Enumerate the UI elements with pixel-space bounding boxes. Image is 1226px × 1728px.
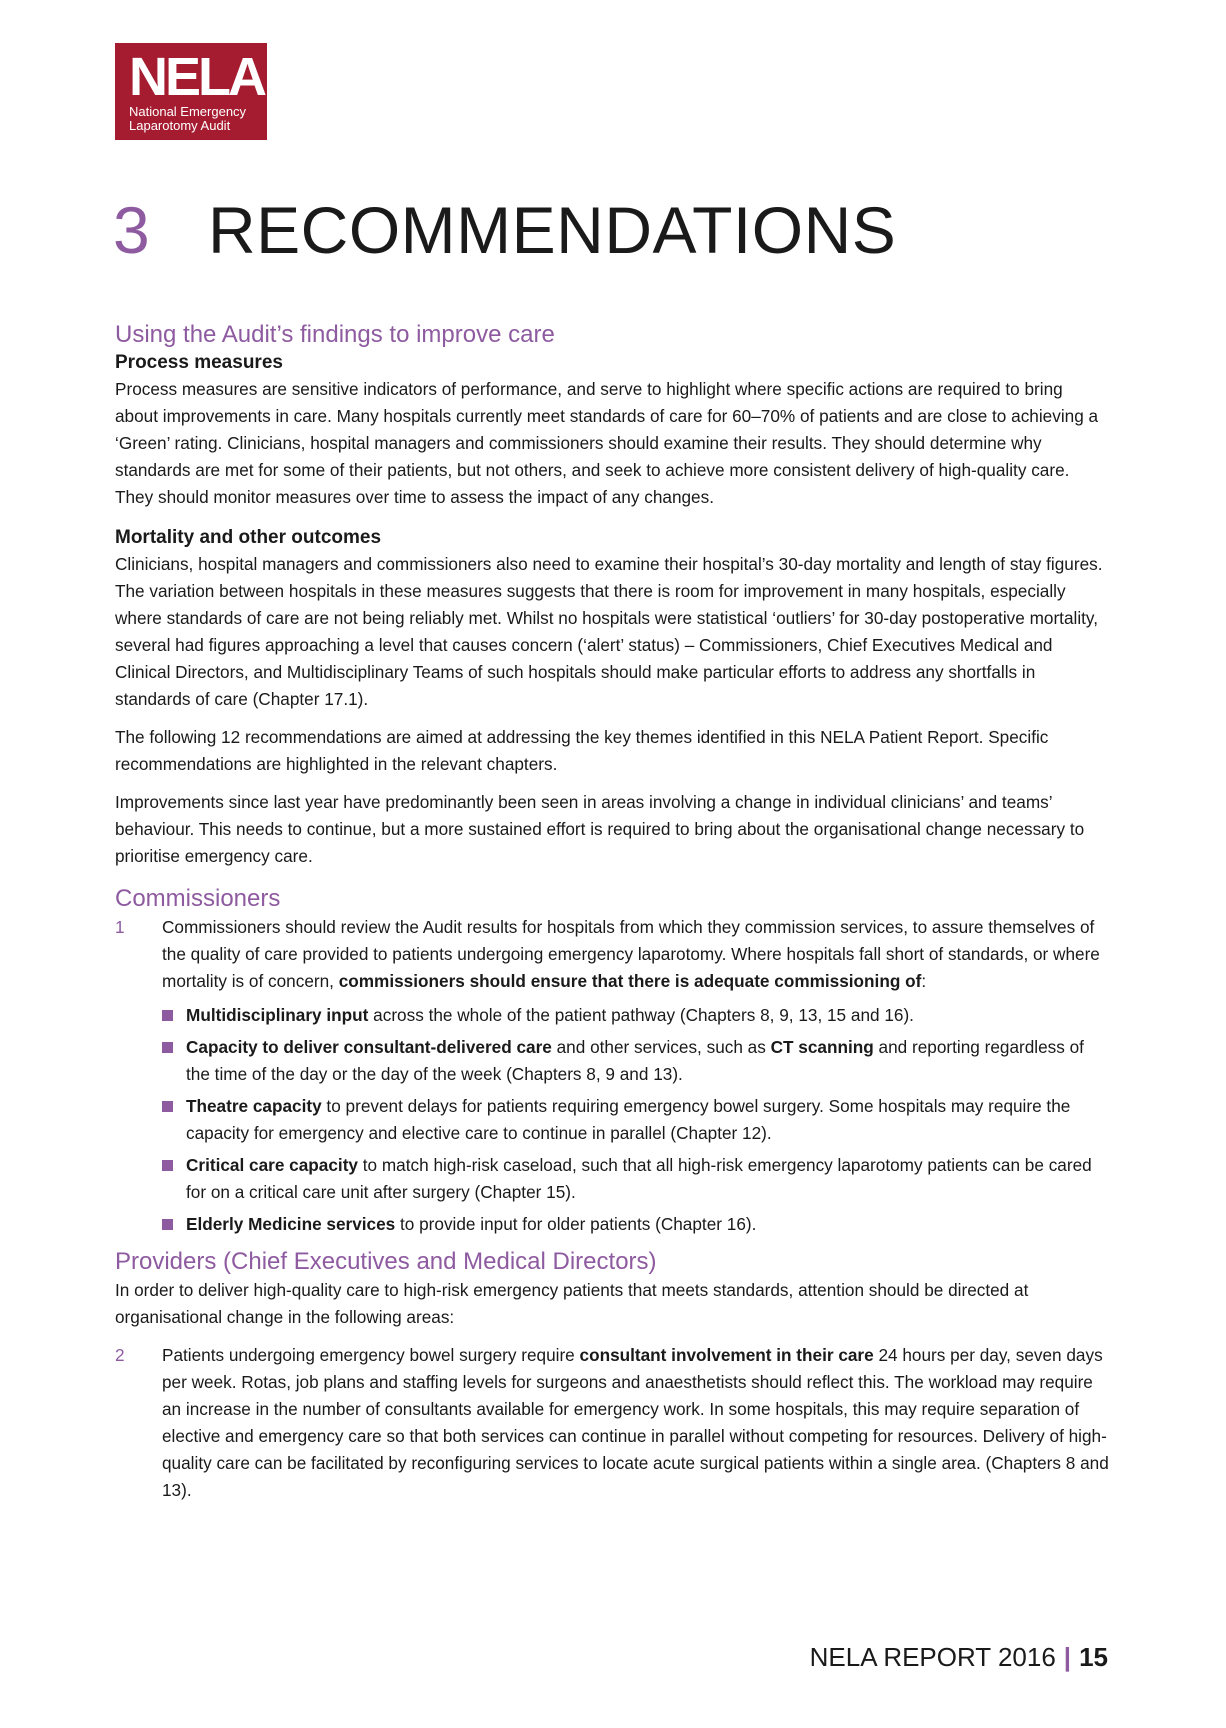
page-content [115,320,1110,1504]
paragraph-improvements: Improvements since last year have predominantly been seen in areas involving a change in individual clinicians’ and teams’ behaviour. This needs to continue, but a more sustained effort is required to bring about the organisational change necessary to prioritise emergency care. [115,792,1085,866]
list-item: Theatre capacity to prevent delays for patients requiring emergency bowel surgery. Some hospitals may require the capacity for emergency and elective care to continue in parallel (Chapter 12). [162,1093,1110,1147]
paragraph-process-measures: Process measures are sensitive indicators of performance, and serve to highlight where specific actions are required to bring about improvements in care. Many hospitals currently meet standards of care for 60–70% of patients and are close to achieving a ‘Green’ rating. Clinicians, hospital managers and commissioners should examine their results. They should determine why standards are met for some of their patients, but not others, and seek to achieve more consistent delivery of high-quality care. They should monitor measures over time to assess the impact of any changes. [115,379,1099,507]
footer-separator: | [1063,1642,1072,1672]
commissioning-list [162,1002,1110,1238]
recommendation-text: Commissioners should review the Audit results for hospitals from which they commission services, to assure themselves of the quality of care provided to patients undergoing emergency laparotomy. Where hospitals fall short of standards, or where mortality is of concern, commissioners should ensure that there is adequate commissioning of: [162,917,1100,991]
logo-wordmark: NELA [129,47,264,107]
nela-logo [115,43,267,140]
subheading-mortality-outcomes: Mortality and other outcomes [115,527,382,548]
section-heading-commissioners: Commissioners [115,885,281,912]
list-item: Elderly Medicine services to provide input for older patients (Chapter 16). [162,1211,1110,1238]
list-item: Multidisciplinary input across the whole of the patient pathway (Chapters 8, 9, 13, 15 and 16). [162,1002,1110,1029]
list-item: Capacity to deliver consultant-delivered care and other services, such as CT scanning and reporting regardless of the time of the day or the day of the week (Chapters 8, 9 and 13). [162,1034,1110,1088]
recommendation-number: 1 [115,917,125,937]
paragraph-providers-intro: In order to deliver high-quality care to high-risk emergency patients that meets standards, attention should be directed at organisational change in the following areas: [115,1280,1029,1327]
recommendation-text: Patients undergoing emergency bowel surgery require consultant involvement in their care 24 hours per day, seven days per week. Rotas, job plans and staffing levels for surgeons and anaesthetists should reflect this. The workload may require an increase in the number of consultants available for emergency work. In some hospitals, this may require separation of elective and emergency care so that both services can continue in parallel without competing for resources. Delivery of high-quality care can be facilitated by reconfiguring services to locate acute surgical patients within a single area. (Chapters 8 and 13). [162,1345,1109,1500]
chapter-heading [113,190,896,270]
subheading-process-measures: Process measures [115,352,283,373]
section-heading-providers: Providers (Chief Executives and Medical Directors) [115,1248,657,1275]
recommendation-2 [115,1342,1110,1504]
recommendation-1 [115,914,1110,995]
logo-subtitle-line1: National Emergency [129,104,247,119]
chapter-number: 3 [113,193,151,267]
logo-subtitle-line2: Laparotomy Audit [129,118,231,133]
paragraph-recommendations-intro: The following 12 recommendations are aimed at addressing the key themes identified in this NELA Patient Report. Specific recommendations are highlighted in the relevant chapters. [115,727,1049,774]
chapter-title: RECOMMENDATIONS [208,193,897,267]
section-heading-audit-findings: Using the Audit’s findings to improve care [115,321,555,348]
paragraph-mortality-outcomes: Clinicians, hospital managers and commissioners also need to examine their hospital’s 30-day mortality and length of stay figures. The variation between hospitals in these measures suggests that there is room for improvement in many hospitals, especially where standards of care are not being reliably met. Whilst no hospitals were statistical ‘outliers’ for 30-day postoperative mortality, several had figures approaching a level that causes concern (‘alert’ status) – Commissioners, Chief Executives Medical and Clinical Directors, and Multidisciplinary Teams of such hospitals should make particular efforts to address any shortfalls in standards of care (Chapter 17.1). [115,554,1103,709]
page-footer [810,1640,1108,1674]
page-number: 15 [1079,1642,1108,1672]
list-item: Critical care capacity to match high-risk caseload, such that all high-risk emergency laparotomy patients can be cared for on a critical care unit after surgery (Chapter 15). [162,1152,1110,1206]
report-name: NELA REPORT 2016 [809,1642,1056,1672]
recommendation-number: 2 [115,1345,125,1365]
